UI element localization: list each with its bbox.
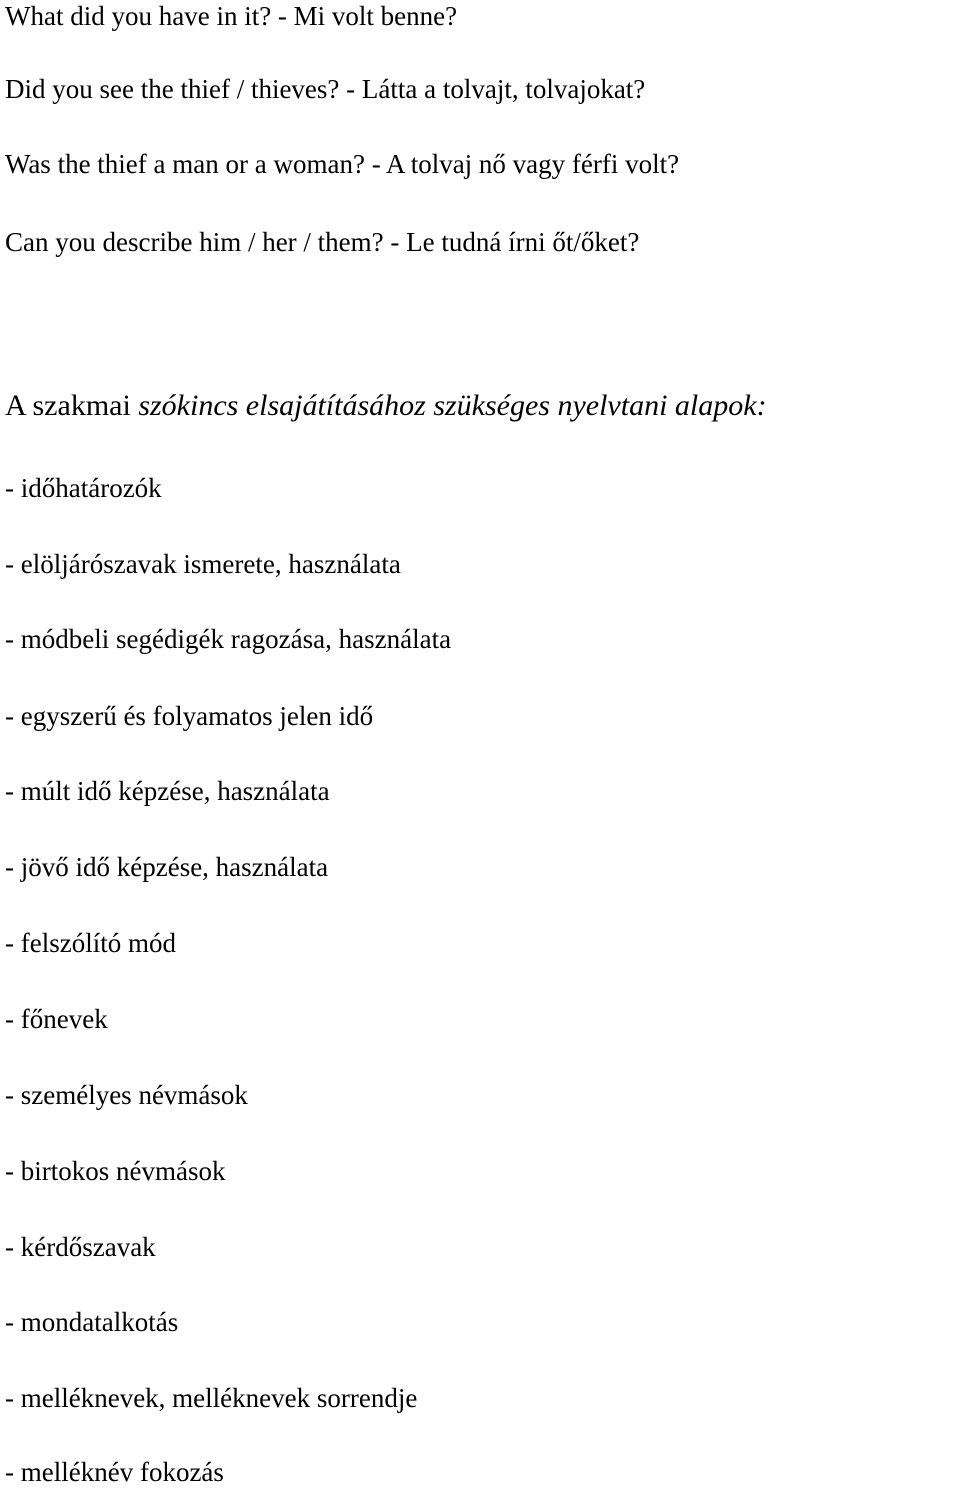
list-item: - melléknevek, melléknevek sorrendje <box>5 1383 418 1413</box>
list-item: - időhatározók <box>5 473 162 503</box>
list-item: - elöljárószavak ismerete, használata <box>5 549 401 579</box>
dialogue-line: Can you describe him / her / them? - Le tudná írni őt/őket? <box>5 227 640 257</box>
list-item: - módbeli segédigék ragozása, használata <box>5 624 452 654</box>
list-item: - mondatalkotás <box>5 1307 179 1337</box>
list-item: - személyes névmások <box>5 1080 248 1110</box>
list-item: - felszólító mód <box>5 928 176 958</box>
list-item: - kérdőszavak <box>5 1232 156 1262</box>
section-heading <box>5 388 767 424</box>
section-heading-plain: A szakmai <box>5 389 139 422</box>
section-heading-italic: szókincs elsajátításához szükséges nyelvtani alapok: <box>138 389 767 422</box>
list-item: - jövő idő képzése, használata <box>5 852 329 882</box>
dialogue-line: Was the thief a man or a woman? - A tolvaj nő vagy férfi volt? <box>5 149 680 179</box>
list-item: - múlt idő képzése, használata <box>5 776 330 806</box>
list-item: - főnevek <box>5 1004 108 1034</box>
list-item: - egyszerű és folyamatos jelen idő <box>5 701 374 731</box>
dialogue-line: Did you see the thief / thieves? - Látta a tolvajt, tolvajokat? <box>5 74 646 104</box>
list-item: - birtokos névmások <box>5 1156 226 1186</box>
dialogue-line: What did you have in it? - Mi volt benne? <box>5 1 458 31</box>
list-item: - melléknév fokozás <box>5 1457 224 1487</box>
